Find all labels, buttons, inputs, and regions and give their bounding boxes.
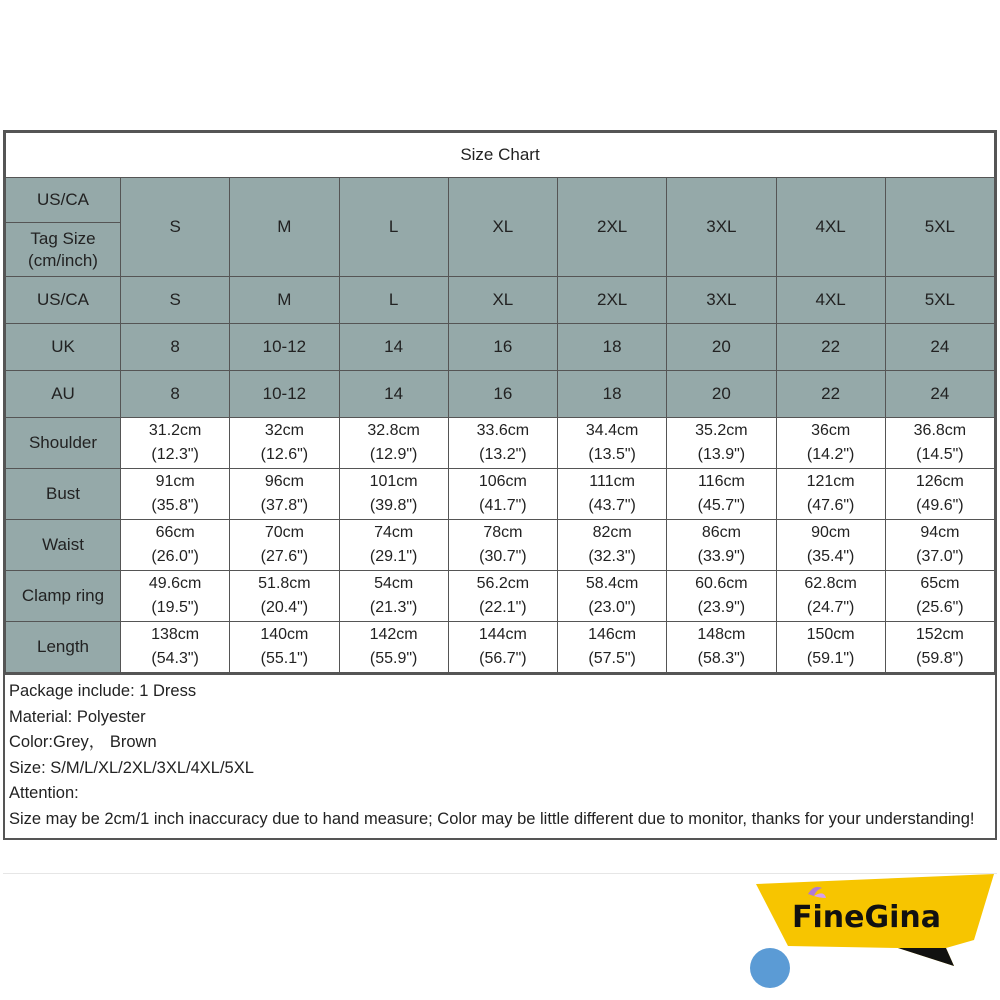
size-cell: 8 bbox=[121, 324, 230, 371]
measurement-cell bbox=[230, 520, 339, 571]
size-header-2xl: 2XL bbox=[558, 178, 667, 277]
row-label: US/CA bbox=[6, 277, 121, 324]
cm-value: 116cm bbox=[697, 473, 745, 490]
cm-value: 146cm bbox=[588, 626, 637, 643]
inch-value: (20.4") bbox=[260, 599, 309, 616]
measurement-cell bbox=[448, 622, 557, 673]
cm-value: 101cm bbox=[369, 473, 418, 490]
measurement-cell bbox=[667, 418, 776, 469]
measurement-cell bbox=[776, 520, 885, 571]
measurement-row bbox=[6, 418, 995, 469]
size-cell: 24 bbox=[885, 371, 994, 418]
measurement-cell bbox=[230, 571, 339, 622]
inch-value: (23.9") bbox=[697, 599, 746, 616]
measurement-row bbox=[6, 469, 995, 520]
measurement-label: Length bbox=[6, 622, 121, 673]
inch-value: (47.6") bbox=[806, 497, 855, 514]
note-line: Package include: 1 Dress bbox=[9, 682, 197, 700]
measurement-cell bbox=[448, 418, 557, 469]
measurement-cell bbox=[558, 469, 667, 520]
cm-value: 121cm bbox=[806, 473, 855, 490]
header-label-cell bbox=[6, 178, 121, 277]
measurement-label: Waist bbox=[6, 520, 121, 571]
measurement-row bbox=[6, 622, 995, 673]
measurement-cell bbox=[121, 469, 230, 520]
inch-value: (58.3") bbox=[697, 650, 746, 667]
cm-value: 66cm bbox=[155, 524, 195, 541]
inch-value: (54.3") bbox=[151, 650, 199, 667]
measurement-cell bbox=[558, 622, 667, 673]
size-cell: 14 bbox=[339, 324, 448, 371]
cm-value: 36.8cm bbox=[913, 422, 967, 439]
size-cell: 14 bbox=[339, 371, 448, 418]
measurement-cell bbox=[885, 622, 994, 673]
cm-value: 36cm bbox=[811, 422, 851, 439]
size-cell: L bbox=[339, 277, 448, 324]
inch-value: (32.3") bbox=[588, 548, 636, 565]
cm-value: 51.8cm bbox=[258, 575, 311, 592]
inch-value: (12.9") bbox=[369, 446, 418, 463]
inch-value: (13.9") bbox=[697, 446, 746, 463]
size-header-m: M bbox=[230, 178, 339, 277]
size-header-5xl: 5XL bbox=[885, 178, 994, 277]
size-cell: 3XL bbox=[667, 277, 776, 324]
size-chart-table bbox=[5, 132, 995, 673]
measurement-cell bbox=[558, 418, 667, 469]
inch-value: (39.8") bbox=[369, 497, 418, 514]
cm-value: 148cm bbox=[697, 626, 746, 643]
size-cell: 20 bbox=[667, 371, 776, 418]
measurement-cell bbox=[121, 571, 230, 622]
cm-value: 56.2cm bbox=[476, 575, 530, 592]
cm-value: 91cm bbox=[155, 473, 195, 490]
inch-value: (19.5") bbox=[151, 599, 199, 616]
size-cell: M bbox=[230, 277, 339, 324]
note-line: Size may be 2cm/1 inch inaccuracy due to hand measure; Color may be little different due to monitor, thanks for your understanding! bbox=[9, 809, 975, 828]
measurement-label: Bust bbox=[6, 469, 121, 520]
cm-value: 90cm bbox=[811, 524, 851, 541]
size-cell: 22 bbox=[776, 371, 885, 418]
inch-value: (35.8") bbox=[151, 497, 199, 514]
cm-value: 111cm bbox=[589, 473, 635, 490]
cm-value: 150cm bbox=[806, 626, 855, 643]
measurement-label: Clamp ring bbox=[6, 571, 121, 622]
size-cell: 16 bbox=[448, 324, 557, 371]
tag-size-label: Tag Size (cm/inch) bbox=[28, 228, 98, 270]
inch-value: (41.7") bbox=[479, 497, 527, 514]
inch-value: (13.5") bbox=[588, 446, 636, 463]
measurement-label: Shoulder bbox=[6, 418, 121, 469]
note-line: Size: S/M/L/XL/2XL/3XL/4XL/5XL bbox=[9, 758, 254, 777]
cm-value: 142cm bbox=[369, 626, 418, 643]
note-line: Color:Grey， Brown bbox=[9, 733, 157, 751]
inch-value: (27.6") bbox=[260, 548, 309, 565]
cm-value: 35.2cm bbox=[695, 422, 748, 439]
note-line: Material: Polyester bbox=[9, 707, 146, 726]
measurement-cell bbox=[885, 418, 994, 469]
finegina-logo bbox=[748, 872, 1000, 1000]
inch-value: (37.8") bbox=[260, 497, 309, 514]
measurement-cell bbox=[230, 418, 339, 469]
size-cell: 10-12 bbox=[230, 371, 339, 418]
size-chart bbox=[3, 130, 997, 840]
measurement-cell bbox=[339, 520, 448, 571]
cm-value: 96cm bbox=[264, 473, 304, 490]
measurement-cell bbox=[339, 622, 448, 673]
inch-value: (22.1") bbox=[479, 599, 527, 616]
cm-value: 140cm bbox=[260, 626, 309, 643]
cm-value: 144cm bbox=[478, 626, 527, 643]
measurement-cell bbox=[448, 469, 557, 520]
measurement-cell bbox=[230, 622, 339, 673]
measurement-cell bbox=[667, 520, 776, 571]
measurement-cell bbox=[230, 469, 339, 520]
cm-value: 74cm bbox=[374, 524, 414, 541]
inch-value: (30.7") bbox=[479, 548, 527, 565]
inch-value: (43.7") bbox=[588, 497, 636, 514]
size-row bbox=[6, 277, 995, 324]
measurement-cell bbox=[121, 418, 230, 469]
cm-value: 33.6cm bbox=[476, 422, 530, 439]
size-cell: 22 bbox=[776, 324, 885, 371]
cm-value: 31.2cm bbox=[148, 422, 202, 439]
size-cell: 8 bbox=[121, 371, 230, 418]
cm-value: 34.4cm bbox=[585, 422, 639, 439]
inch-value: (45.7") bbox=[697, 497, 746, 514]
inch-value: (23.0") bbox=[588, 599, 636, 616]
measurement-cell bbox=[121, 520, 230, 571]
measurement-cell bbox=[339, 418, 448, 469]
inch-value: (12.6") bbox=[260, 446, 309, 463]
measurement-cell bbox=[667, 571, 776, 622]
cm-value: 138cm bbox=[151, 626, 200, 643]
measurement-cell bbox=[667, 469, 776, 520]
cm-value: 82cm bbox=[592, 524, 632, 541]
cm-value: 65cm bbox=[920, 575, 960, 592]
cm-value: 32.8cm bbox=[367, 422, 420, 439]
chart-title: Size Chart bbox=[6, 133, 995, 178]
size-cell: 4XL bbox=[776, 277, 885, 324]
logo-dot bbox=[750, 948, 790, 988]
inch-value: (12.3") bbox=[151, 446, 199, 463]
brand-name: FineGina bbox=[792, 900, 941, 935]
row-label: UK bbox=[6, 324, 121, 371]
measurement-cell bbox=[339, 469, 448, 520]
measurement-cell bbox=[776, 622, 885, 673]
product-notes bbox=[5, 673, 995, 838]
measurement-cell bbox=[885, 469, 994, 520]
cm-value: 62.8cm bbox=[804, 575, 857, 592]
measurement-cell bbox=[885, 571, 994, 622]
size-cell: 2XL bbox=[558, 277, 667, 324]
inch-value: (14.2") bbox=[806, 446, 855, 463]
measurement-row bbox=[6, 571, 995, 622]
size-cell: 5XL bbox=[885, 277, 994, 324]
inch-value: (59.1") bbox=[806, 650, 855, 667]
size-cell: 20 bbox=[667, 324, 776, 371]
measurement-cell bbox=[448, 520, 557, 571]
cm-value: 70cm bbox=[264, 524, 304, 541]
size-header-xl: XL bbox=[448, 178, 557, 277]
measurement-cell bbox=[776, 469, 885, 520]
inch-value: (56.7") bbox=[479, 650, 527, 667]
measurement-cell bbox=[121, 622, 230, 673]
inch-value: (49.6") bbox=[916, 497, 964, 514]
note-line: Attention: bbox=[9, 784, 79, 802]
inch-value: (26.0") bbox=[151, 548, 199, 565]
inch-value: (55.9") bbox=[369, 650, 418, 667]
cm-value: 49.6cm bbox=[148, 575, 202, 592]
size-cell: 16 bbox=[448, 371, 557, 418]
inch-value: (57.5") bbox=[588, 650, 636, 667]
inch-value: (21.3") bbox=[369, 599, 418, 616]
size-header-4xl: 4XL bbox=[776, 178, 885, 277]
row-label: AU bbox=[6, 371, 121, 418]
measurement-row bbox=[6, 520, 995, 571]
inch-value: (37.0") bbox=[916, 548, 964, 565]
measurement-cell bbox=[885, 520, 994, 571]
cm-value: 152cm bbox=[915, 626, 964, 643]
size-cell: 10-12 bbox=[230, 324, 339, 371]
size-cell: 18 bbox=[558, 371, 667, 418]
size-cell: 18 bbox=[558, 324, 667, 371]
measurement-cell bbox=[448, 571, 557, 622]
cm-value: 86cm bbox=[701, 524, 741, 541]
size-header-3xl: 3XL bbox=[667, 178, 776, 277]
size-row bbox=[6, 371, 995, 418]
inch-value: (14.5") bbox=[916, 446, 964, 463]
inch-value: (13.2") bbox=[479, 446, 527, 463]
measurement-cell bbox=[339, 571, 448, 622]
us-ca-label: US/CA bbox=[6, 178, 120, 223]
cm-value: 54cm bbox=[374, 575, 414, 592]
inch-value: (33.9") bbox=[697, 548, 746, 565]
inch-value: (29.1") bbox=[369, 548, 418, 565]
size-cell: S bbox=[121, 277, 230, 324]
size-header-s: S bbox=[121, 178, 230, 277]
size-row bbox=[6, 324, 995, 371]
inch-value: (25.6") bbox=[916, 599, 964, 616]
cm-value: 32cm bbox=[264, 422, 304, 439]
inch-value: (24.7") bbox=[806, 599, 855, 616]
cm-value: 106cm bbox=[478, 473, 527, 490]
size-header-l: L bbox=[339, 178, 448, 277]
inch-value: (55.1") bbox=[260, 650, 309, 667]
logo-banner-tail bbox=[898, 948, 954, 966]
measurement-cell bbox=[558, 520, 667, 571]
inch-value: (59.8") bbox=[916, 650, 964, 667]
cm-value: 126cm bbox=[915, 473, 964, 490]
cm-value: 58.4cm bbox=[585, 575, 639, 592]
inch-value: (35.4") bbox=[806, 548, 855, 565]
measurement-cell bbox=[558, 571, 667, 622]
measurement-cell bbox=[776, 418, 885, 469]
cm-value: 60.6cm bbox=[695, 575, 748, 592]
cm-value: 94cm bbox=[920, 524, 960, 541]
measurement-cell bbox=[776, 571, 885, 622]
size-cell: 24 bbox=[885, 324, 994, 371]
cm-value: 78cm bbox=[483, 524, 523, 541]
measurement-cell bbox=[667, 622, 776, 673]
size-cell: XL bbox=[448, 277, 557, 324]
